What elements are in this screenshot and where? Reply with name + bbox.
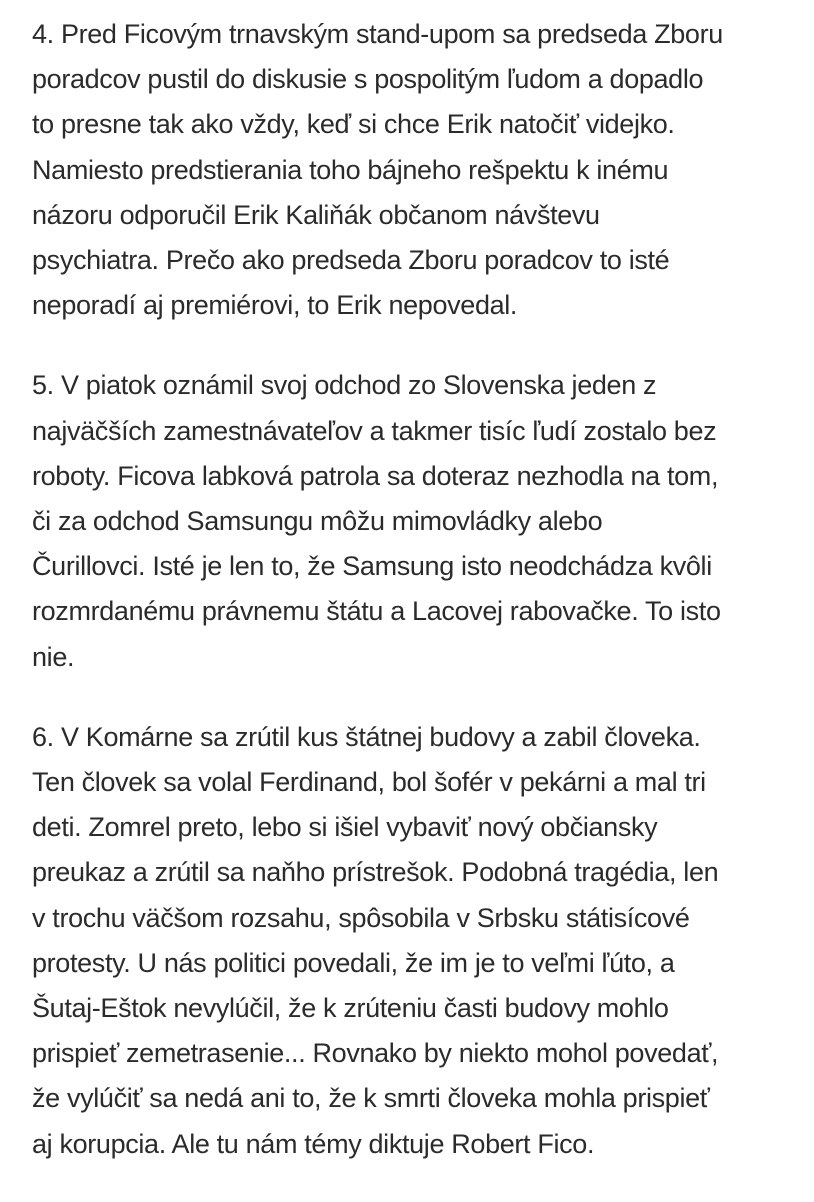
text-line: poradcov pustil do diskusie s pospolitým ľudom a dopadlo	[32, 64, 704, 95]
text-line: v trochu väčšom rozsahu, spôsobila v Srbsku státisícové	[32, 902, 690, 933]
text-line: 5. V piatok oznámil svoj odchod zo Slovenska jeden z	[32, 370, 657, 401]
text-line: deti. Zomrel preto, lebo si išiel vybaviť nový občiansky	[32, 812, 658, 843]
text-line: to presne tak ako vždy, keď si chce Erik natočiť videjko.	[32, 109, 675, 140]
text-line: že vylúčiť sa nedá ani to, že k smrti človeka mohla prispieť	[32, 1083, 710, 1114]
text-line: roboty. Ficova labková patrola sa doteraz nezhodla na tom,	[32, 460, 719, 491]
paragraph-6	[32, 715, 806, 1167]
text-line: neporadí aj premiérovi, to Erik nepovedal.	[32, 290, 518, 321]
text-line: protesty. U nás politici povedali, že im je to veľmi ľúto, a	[32, 947, 675, 978]
text-line: nie.	[32, 641, 75, 672]
text-line: Šutaj-Eštok nevylúčil, že k zrúteniu časti budovy mohlo	[32, 993, 669, 1024]
text-line: Čurillovci. Isté je len to, že Samsung isto neodchádza kvôli	[32, 551, 712, 582]
text-line: Namiesto predstierania toho bájneho rešpektu k inému	[32, 154, 669, 185]
text-line: či za odchod Samsungu môžu mimovládky alebo	[32, 506, 603, 537]
paragraph-5	[32, 363, 806, 679]
paragraph-4	[32, 12, 806, 328]
text-line: aj korupcia. Ale tu nám témy diktuje Robert Fico.	[32, 1128, 595, 1159]
text-line: 4. Pred Ficovým trnavským stand-upom sa predseda Zboru	[32, 19, 723, 49]
article-body	[32, 12, 806, 1202]
text-line: najväčších zamestnávateľov a takmer tisíc ľudí zostalo bez	[32, 415, 717, 446]
text-line: 6. V Komárne sa zrútil kus štátnej budovy a zabil človeka.	[32, 721, 701, 752]
text-line: prispieť zemetrasenie... Rovnako by niekto mohol povedať,	[32, 1038, 719, 1069]
text-line: Ten človek sa volal Ferdinand, bol šofér v pekárni a mal tri	[32, 767, 706, 798]
text-line: psychiatra. Prečo ako predseda Zboru poradcov to isté	[32, 245, 670, 276]
text-line: preukaz a zrútil sa naňho prístrešok. Podobná tragédia, len	[32, 857, 719, 888]
text-line: rozmrdanému právnemu štátu a Lacovej rabovačke. To isto	[32, 596, 721, 627]
text-line: názoru odporučil Erik Kaliňák občanom návštevu	[32, 199, 600, 230]
